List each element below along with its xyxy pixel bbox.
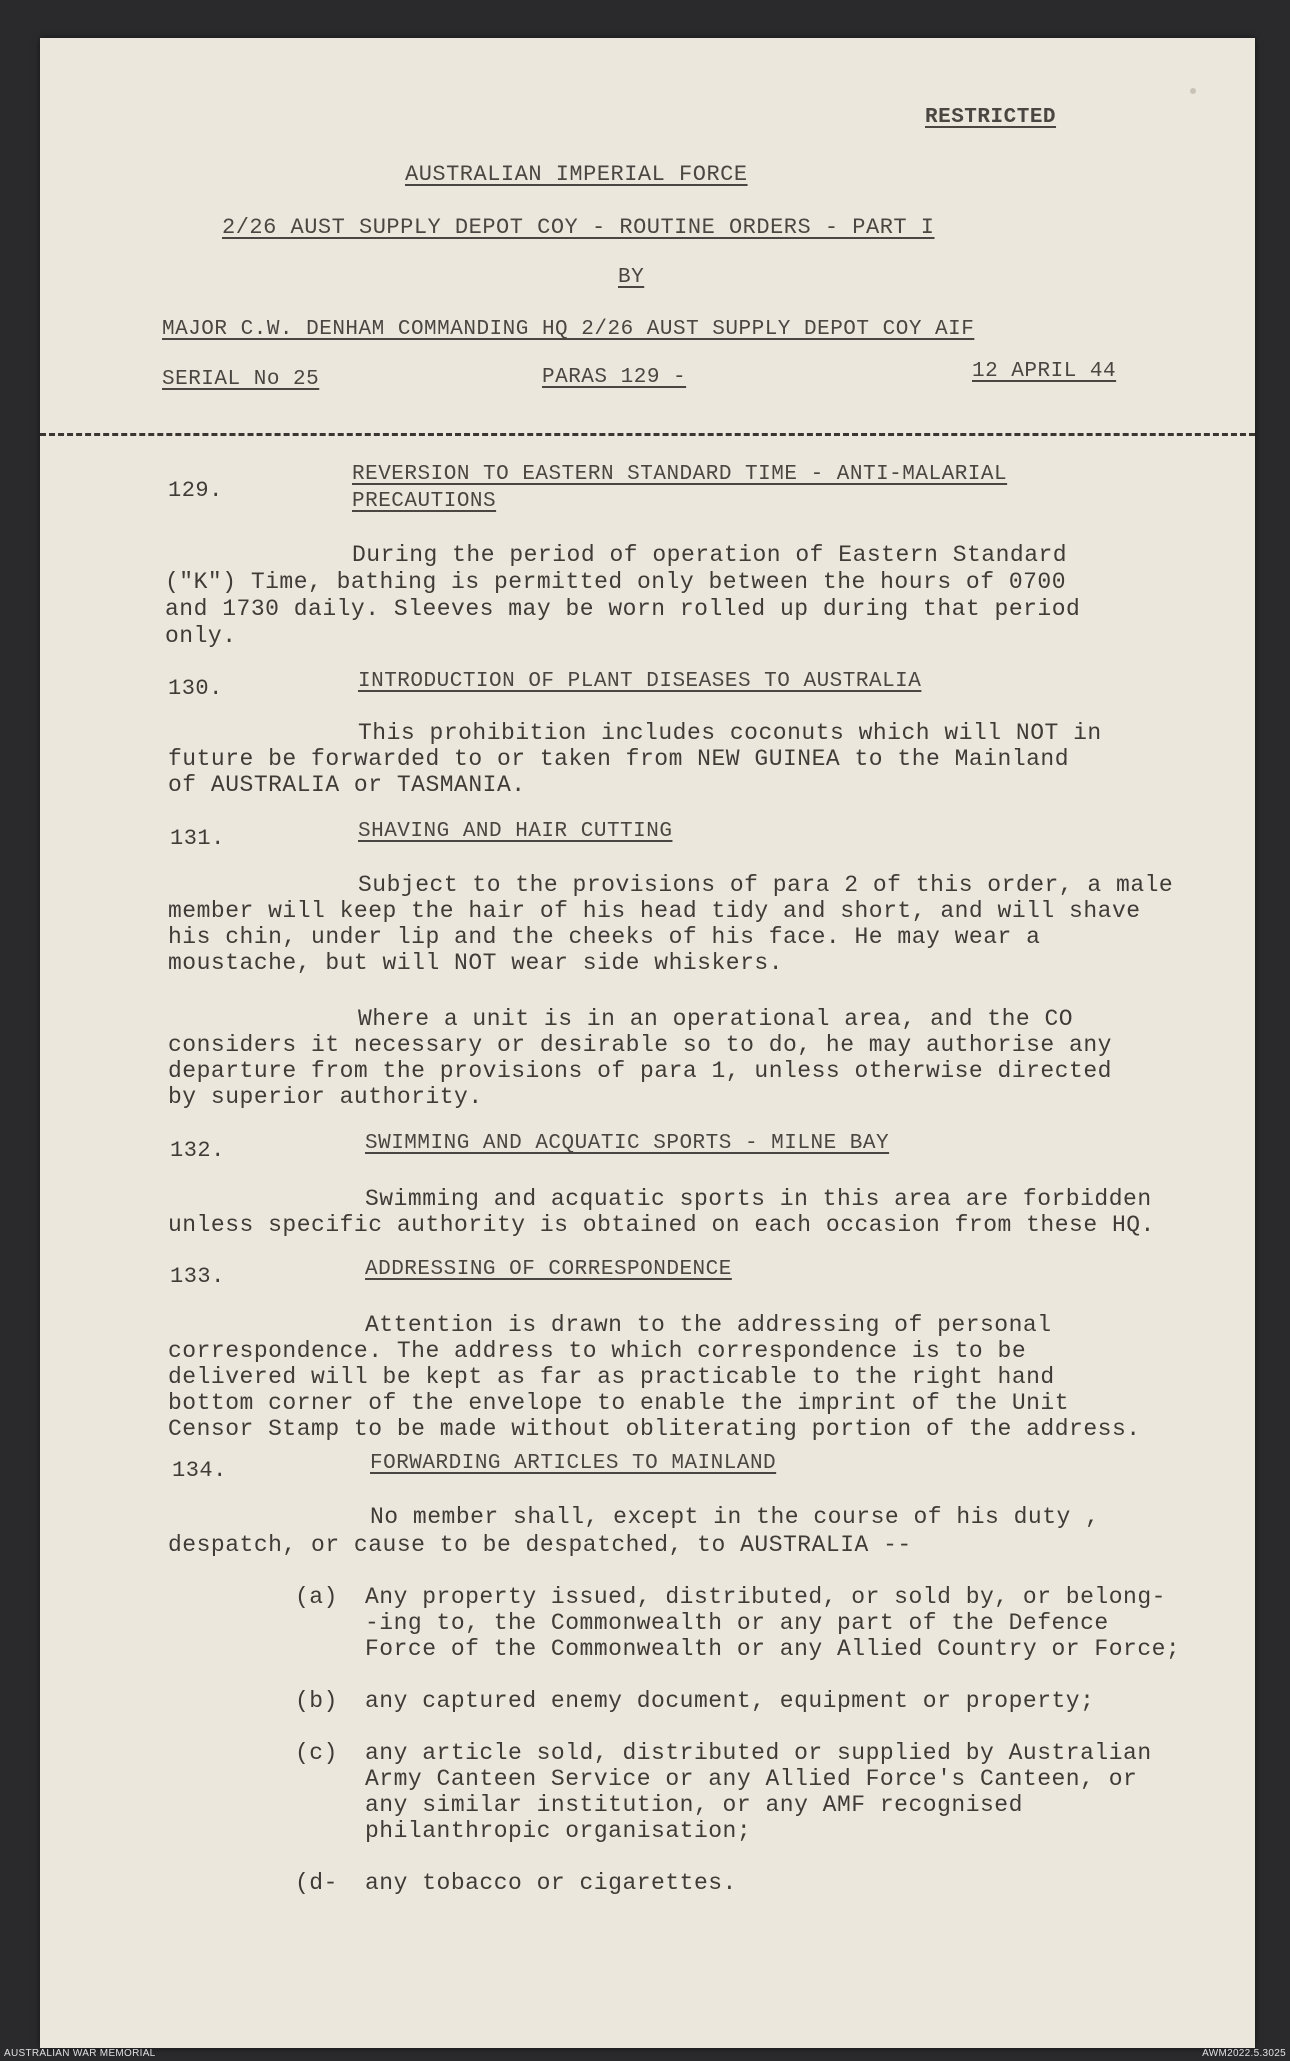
item-line: Any property issued, distributed, or sold by, or belong- [365,1584,1166,1610]
body-line: bottom corner of the envelope to enable the imprint of the Unit [168,1390,1070,1416]
para-number: 133. [170,1264,225,1289]
item-marker: (a) [295,1584,338,1610]
body-line: unless specific authority is obtained on each occasion from these HQ. [168,1212,1155,1238]
body-line: only. [165,623,237,649]
para-number: 130. [168,676,223,701]
org-title: AUSTRALIAN IMPERIAL FORCE [405,162,748,187]
para-number: 132. [170,1138,225,1163]
body-line: and 1730 daily. Sleeves may be worn rolled up during that period [165,596,1081,622]
by-label: BY [618,266,645,289]
body-line: No member shall, except in the course of his duty , [370,1504,1100,1530]
body-line: delivered will be kept as far as practicable to the right hand [168,1364,1055,1390]
item-line: philanthropic organisation; [365,1818,752,1844]
footer-archive-id: AWM2022.5.3025 [1202,2048,1286,2059]
item-line: -ing to, the Commonwealth or any part of the Defence [365,1610,1109,1636]
item-line: any article sold, distributed or supplied by Australian [365,1740,1152,1766]
para-heading: INTRODUCTION OF PLANT DISEASES TO AUSTRALIA [358,670,922,693]
body-line: Subject to the provisions of para 2 of this order, a male [358,872,1174,898]
body-line: Attention is drawn to the addressing of personal [365,1312,1052,1338]
body-line: This prohibition includes coconuts which will NOT in [358,720,1102,746]
body-line: his chin, under lip and the cheeks of his face. He may wear a [168,924,1041,950]
item-line: any similar institution, or any AMF recognised [365,1792,1023,1818]
item-line: Army Canteen Service or any Allied Force's Canteen, or [365,1766,1138,1792]
item-marker: (c) [295,1740,338,1766]
para-heading: SHAVING AND HAIR CUTTING [358,820,673,843]
document-title: 2/26 AUST SUPPLY DEPOT COY - ROUTINE ORDERS - PART I [222,215,935,240]
body-line: departure from the provisions of para 1, unless otherwise directed [168,1058,1112,1084]
body-line: member will keep the hair of his head tidy and short, and will shave [168,898,1141,924]
body-line: considers it necessary or desirable so to do, he may authorise any [168,1032,1112,1058]
para-number: 134. [172,1458,227,1483]
footer-archive-name: AUSTRALIAN WAR MEMORIAL [4,2048,156,2059]
para-heading: ADDRESSING OF CORRESPONDENCE [365,1258,732,1281]
body-line: of AUSTRALIA or TASMANIA. [168,772,526,798]
item-marker: (d- [295,1870,338,1896]
para-heading: FORWARDING ARTICLES TO MAINLAND [370,1452,777,1475]
para-number: 129. [168,478,223,503]
item-line: any tobacco or cigarettes. [365,1870,737,1896]
paras-range: PARAS 129 - [542,366,687,389]
header-divider [40,433,1255,436]
item-line: any captured enemy document, equipment or property; [365,1688,1095,1714]
classification-label: RESTRICTED [925,106,1057,129]
order-date: 12 APRIL 44 [972,360,1117,383]
commanding-line: MAJOR C.W. DENHAM COMMANDING HQ 2/26 AUST SUPPLY DEPOT COY AIF [162,318,975,341]
para-heading: PRECAUTIONS [352,490,497,513]
item-marker: (b) [295,1688,338,1714]
body-line: by superior authority. [168,1084,483,1110]
body-line: During the period of operation of Eastern Standard [352,542,1068,568]
body-line: Where a unit is in an operational area, and the CO [358,1006,1074,1032]
body-line: moustache, but will NOT wear side whiskers. [168,950,783,976]
body-line: despatch, or cause to be despatched, to AUSTRALIA -- [168,1532,912,1558]
para-heading: REVERSION TO EASTERN STANDARD TIME - ANTI-MALARIAL [352,463,1008,486]
body-line: Swimming and acquatic sports in this area are forbidden [365,1186,1152,1212]
para-number: 131. [170,826,225,851]
staple-hole [1190,88,1196,94]
item-line: Force of the Commonwealth or any Allied Country or Force; [365,1636,1181,1662]
para-heading: SWIMMING AND ACQUATIC SPORTS - MILNE BAY [365,1132,890,1155]
body-line: correspondence. The address to which correspondence is to be [168,1338,1027,1364]
body-line: future be forwarded to or taken from NEW GUINEA to the Mainland [168,746,1070,772]
body-line: ("K") Time, bathing is permitted only between the hours of 0700 [165,569,1067,595]
document-page [40,38,1255,2048]
body-line: Censor Stamp to be made without obliterating portion of the address. [168,1416,1141,1442]
serial-number: SERIAL No 25 [162,368,320,391]
